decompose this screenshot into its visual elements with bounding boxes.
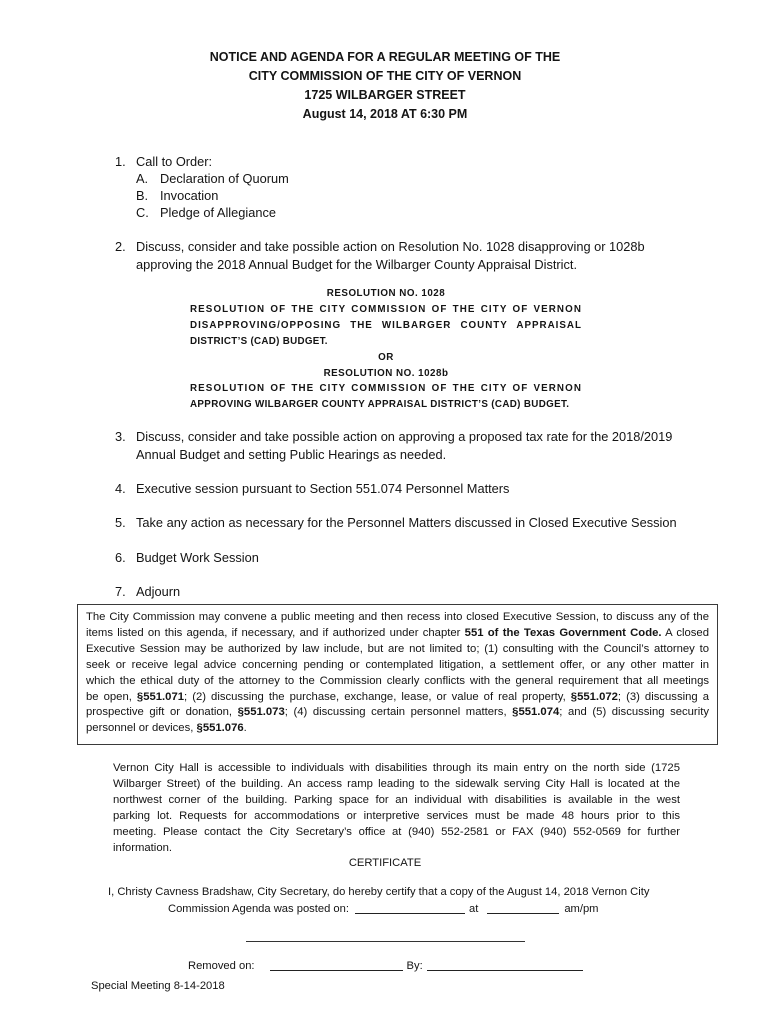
title-line: August 14, 2018 AT 6:30 PM — [302, 107, 468, 121]
item-row — [115, 153, 289, 170]
statute-reference: 551 of the Texas Government Code. — [464, 626, 662, 639]
resolution-or-separator: OR — [378, 351, 394, 363]
notice-line — [86, 721, 709, 737]
accessibility-line: information. — [113, 842, 173, 854]
sub-item-text: Invocation — [160, 188, 219, 203]
sub-item-c — [115, 204, 289, 221]
title-line: 1725 WILBARGER STREET — [304, 88, 466, 102]
statute-reference: §551.073 — [237, 706, 285, 719]
sub-item-text: Pledge of Allegiance — [160, 205, 276, 220]
agenda-item-4 — [115, 480, 509, 497]
resolutions-block — [190, 286, 582, 413]
statute-reference: §551.071 — [136, 690, 185, 703]
notice-line — [86, 642, 709, 658]
notice-text: ; (2) discussing the purchase, exchange, lease, or value of real property, — [184, 690, 571, 703]
item-row — [115, 428, 672, 446]
agenda-item-1 — [115, 153, 289, 221]
notice-text: personnel or devices, — [86, 722, 197, 735]
item-row — [115, 480, 509, 497]
item-number: 4. — [115, 481, 126, 496]
title-line: CITY COMMISSION OF THE CITY OF VERNON — [248, 69, 522, 83]
at-label: at — [468, 903, 479, 915]
agenda-item-2 — [115, 238, 645, 274]
item-row — [115, 583, 180, 600]
notice-title — [0, 48, 770, 124]
item-number: 6. — [115, 550, 126, 565]
agenda-item-5 — [115, 514, 677, 531]
accessibility-notice — [113, 760, 680, 856]
notice-text: ; (4) discussing certain personnel matters, — [284, 706, 513, 719]
removed-by-blank — [427, 960, 583, 971]
notice-text: . — [243, 722, 247, 735]
item-row — [115, 549, 259, 566]
posting-line — [168, 901, 599, 917]
notice-text: prospective gift or donation, — [86, 706, 238, 719]
statute-reference: §551.072 — [570, 690, 618, 703]
sub-item-letter: B. — [136, 188, 149, 203]
item-number: 3. — [115, 429, 126, 444]
by-label: By: — [406, 960, 423, 972]
accessibility-line: parking lot. Requests for accommodations or interpretive services must be made 48 hours prior to this — [113, 810, 680, 822]
resolution-title-line: DISAPPROVING/OPPOSING THE WILBARGER COUNTY APPRAISAL — [190, 319, 582, 331]
certification-statement: I, Christy Cavness Bradshaw, City Secretary, do hereby certify that a copy of the August 14, 2018 Vernon City — [108, 886, 650, 898]
item-text: Budget Work Session — [136, 550, 259, 565]
resolution-title-line: RESOLUTION OF THE CITY COMMISSION OF THE CITY OF VERNON — [190, 303, 582, 315]
resolution-number-1028: RESOLUTION NO. 1028 — [326, 288, 446, 299]
notice-line — [86, 674, 709, 690]
accessibility-line: Wilbarger Street) of the building. An access ramp leading to the sidewalk serving City Hall is located at the — [113, 778, 680, 790]
notice-text: ; (3) discussing a — [617, 690, 709, 703]
notice-text: The City Commission may convene a public meeting and then recess into closed Executive Session, to discuss any of the — [86, 611, 709, 623]
title-line: NOTICE AND AGENDA FOR A REGULAR MEETING OF THE — [209, 50, 561, 64]
item-row — [115, 514, 677, 531]
notice-line — [86, 610, 709, 626]
removed-on-label: Removed on: — [188, 960, 255, 972]
posted-date-blank — [355, 903, 465, 914]
resolution-title-line: APPROVING WILBARGER COUNTY APPRAISAL DISTRICT’S (CAD) BUDGET. — [190, 399, 570, 411]
notice-line — [86, 690, 709, 706]
notice-text: seek or receive legal advice concerning pending or contemplated litigation, a settlement offer, or any other matter in — [86, 658, 709, 671]
statute-reference: §551.076 — [196, 722, 244, 735]
item-text: Take any action as necessary for the Personnel Matters discussed in Closed Executive Session — [136, 515, 677, 530]
item-text: Adjourn — [136, 584, 181, 599]
posted-on-label: Commission Agenda was posted on: — [168, 903, 349, 915]
item-text: Discuss, consider and take possible action on Resolution No. 1028 disapproving or 1028b — [136, 239, 645, 254]
resolution-title-line: RESOLUTION OF THE CITY COMMISSION OF THE CITY OF VERNON — [190, 383, 582, 395]
item-number: 7. — [115, 584, 126, 599]
notice-text: which the ethical duty of the attorney to the Commission clearly conflicts with the general requirement that all meetings — [86, 674, 709, 687]
item-row — [115, 238, 645, 256]
removal-line — [188, 958, 583, 974]
notice-text: ; and (5) discussing security — [559, 706, 709, 719]
item-number: 2. — [115, 239, 126, 254]
item-text: Discuss, consider and take possible action on approving a proposed tax rate for the 2018/2019 — [136, 429, 673, 444]
item-number: 5. — [115, 515, 126, 530]
statute-reference: §551.074 — [512, 706, 560, 719]
resolution-title-line: DISTRICT’S (CAD) BUDGET. — [190, 335, 328, 347]
item-text: Call to Order: — [136, 154, 213, 169]
notice-text: be open, — [86, 690, 137, 703]
item-text-continued: approving the 2018 Annual Budget for the Wilbarger County Appraisal District. — [136, 257, 578, 272]
agenda-item-7 — [115, 583, 180, 600]
notice-line — [86, 658, 709, 674]
footer-meeting-label: Special Meeting 8-14-2018 — [91, 980, 225, 992]
signature-line — [246, 941, 525, 942]
notice-text: Executive Session may be authorized by law include, but are not limited to; (1) consulting with the Council’s attorney to — [86, 642, 709, 655]
sub-item-letter: C. — [136, 205, 149, 220]
agenda-item-3 — [115, 428, 672, 464]
notice-line — [86, 626, 709, 642]
notice-line — [86, 705, 709, 721]
sub-item-a — [115, 170, 289, 187]
accessibility-line: Vernon City Hall is accessible to individuals with disabilities through its main entry on the north side (1725 — [113, 762, 680, 774]
sub-item-b — [115, 187, 289, 204]
resolution-number-1028b: RESOLUTION NO. 1028b — [323, 367, 449, 379]
sub-item-text: Declaration of Quorum — [160, 171, 289, 186]
am-pm-label: am/pm — [564, 903, 599, 915]
item-text: Executive session pursuant to Section 551.074 Personnel Matters — [136, 481, 510, 496]
removed-date-blank — [270, 960, 403, 971]
accessibility-line: northwest corner of the building. Parking space for an individual with disabilities is available in the west — [113, 794, 680, 806]
sub-item-letter: A. — [136, 171, 149, 186]
item-text-continued: Annual Budget and setting Public Hearings as needed. — [136, 447, 447, 462]
notice-text: A closed — [661, 626, 709, 639]
item-number: 1. — [115, 154, 126, 169]
certificate-heading: CERTIFICATE — [348, 857, 422, 869]
agenda-item-6 — [115, 549, 259, 566]
notice-text: items listed on this agenda, if necessary, and if authorized under chapter — [86, 626, 465, 639]
accessibility-line: meeting. Please contact the City Secretary’s office at (940) 552-2581 or FAX (940) 552-0569 for further — [113, 826, 680, 838]
posted-time-blank — [487, 903, 559, 914]
executive-session-notice — [77, 604, 718, 745]
